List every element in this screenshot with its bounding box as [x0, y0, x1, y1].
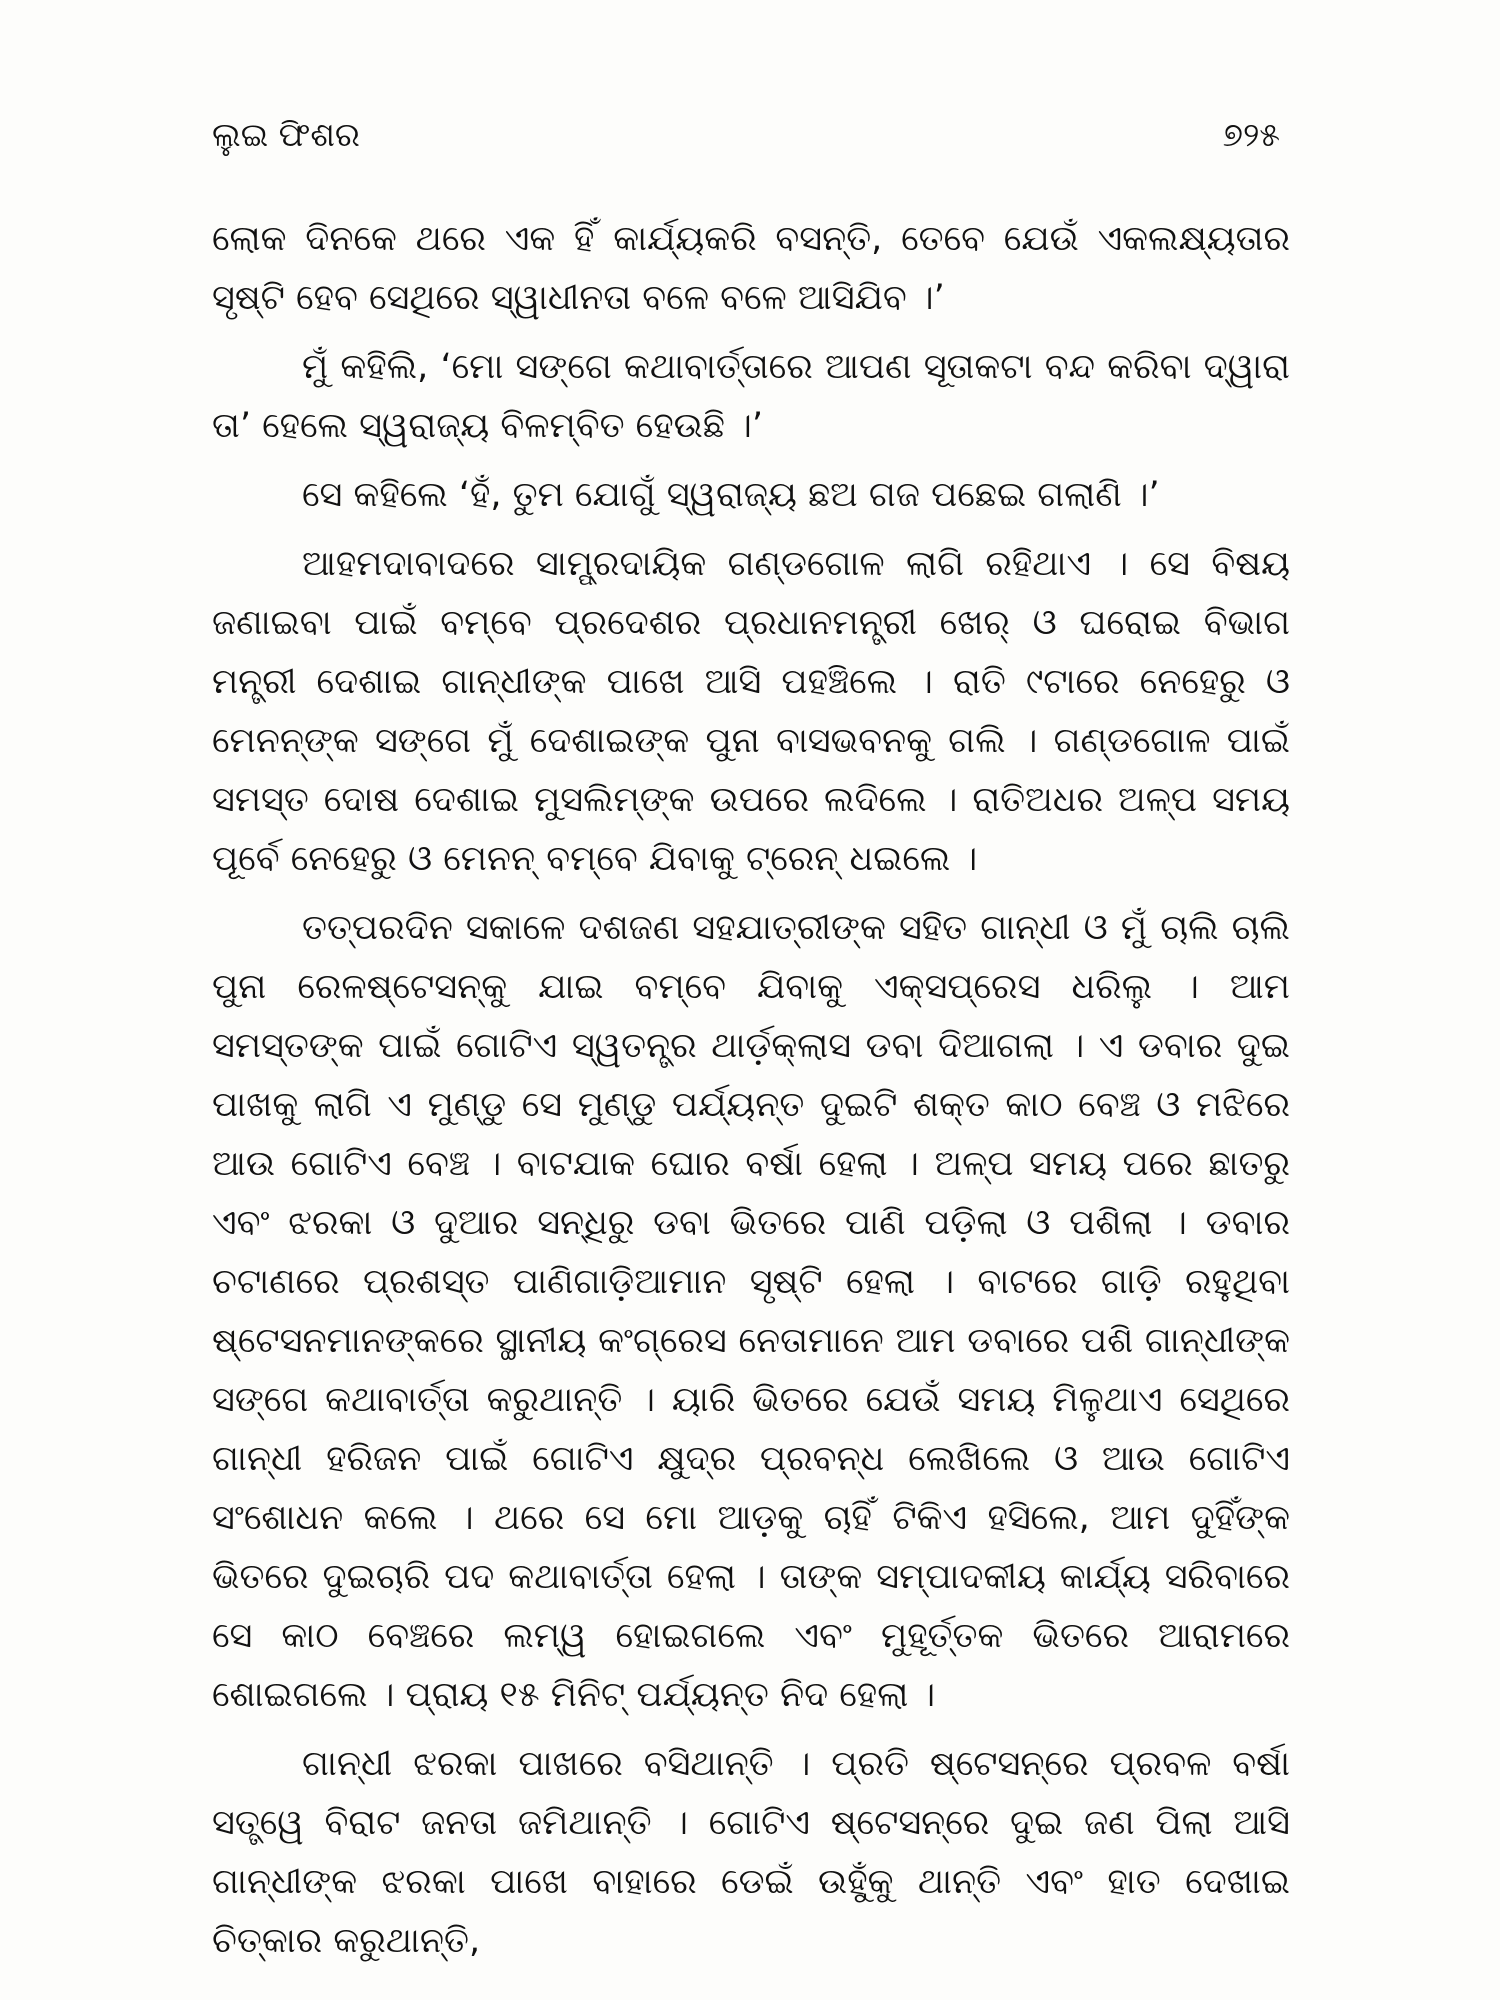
- paragraph: ସେ କହିଲେ ‘ହଁ, ତୁମ ଯୋଗୁଁ ସ୍ୱରାଜ୍ୟ ଛଅ ଗଜ ପଛେଇ ଗଲାଣି ।’: [302, 475, 1160, 515]
- paragraph: ଗାନ୍ଧୀ ଝରକା ପାଖରେ ବସିଥାନ୍ତି । ପ୍ରତି ଷ୍ଟେସନ୍‌ରେ ପ୍ରବଳ ବର୍ଷା ସତ୍ତ୍ୱେ ବିରାଟ ଜନତା ଜମିଥାନ୍ତି । ଗୋଟିଏ ଷ୍ଟେସନ୍‌ରେ ଦୁଇ ଜଣ ପିଲା ଆସି ଗାନ୍ଧୀଙ୍କ ଝରକା ପାଖେ ବାହାରେ ଡେଇଁ ଉହୁଁକୁ ଥାନ୍ତି ଏବଂ ହାତ ଦେଖାଇ ଚିତ୍କାର କରୁଥାନ୍ତି,: [212, 1744, 1290, 1961]
- page-number: ୭୨୫: [1222, 115, 1280, 154]
- paragraph: ମୁଁ କହିଲି, ‘ମୋ ସଙ୍ଗେ କଥାବାର୍ତ୍ତାରେ ଆପଣ ସୂତାକଟା ବନ୍ଦ କରିବା ଦ୍ୱାରା ତା’ ହେଲେ ସ୍ୱରାଜ୍ୟ ବିଳମ୍ବିତ ହେଉଛି ।’: [212, 347, 1290, 446]
- paragraph: ଲୋକ ଦିନକେ ଥରେ ଏକ ହିଁ କାର୍ଯ୍ୟକରି ବସନ୍ତି, ତେବେ ଯେଉଁ ଏକଲକ୍ଷ୍ୟତାର ସୃଷ୍ଟି ହେବ ସେଥିରେ ସ୍ୱାଧୀନତା ବଳେ ବଳେ ଆସିଯିବ ।’: [212, 219, 1290, 318]
- paragraph: ଆହମଦାବାଦରେ ସାମ୍ପ୍ରଦାୟିକ ଗଣ୍ଡଗୋଳ ଲାଗି ରହିଥାଏ । ସେ ବିଷୟ ଜଣାଇବା ପାଇଁ ବମ୍ବେ ପ୍ରଦେଶର ପ୍ରଧାନମନ୍ତ୍ରୀ ଖେର୍ ଓ ଘରୋଇ ବିଭାଗ ମନ୍ତ୍ରୀ ଦେଶାଇ ଗାନ୍ଧୀଙ୍କ ପାଖେ ଆସି ପହଞ୍ଚିଲେ । ରାତି ୯ଟାରେ ନେହେରୁ ଓ ମେନନ୍‌ଙ୍କ ସଙ୍ଗେ ମୁଁ ଦେଶାଇଙ୍କ ପୁନା ବାସଭବନକୁ ଗଲି । ଗଣ୍ଡଗୋଳ ପାଇଁ ସମସ୍ତ ଦୋଷ ଦେଶାଇ ମୁସଲିମ୍‌ଙ୍କ ଉପରେ ଲଦିଲେ । ରାତିଅଧର ଅଳ୍ପ ସମୟ ପୂର୍ବେ ନେହେରୁ ଓ ମେନନ୍ ବମ୍ବେ ଯିବାକୁ ଟ୍ରେନ୍ ଧଇଲେ ।: [212, 544, 1290, 879]
- running-header: [212, 110, 1280, 160]
- running-title: ଲୁଇ ଫିଶର: [212, 115, 360, 154]
- body-text: [212, 210, 1290, 1981]
- paragraph: ତତ୍ପରଦିନ ସକାଳେ ଦଶଜଣ ସହଯାତ୍ରୀଙ୍କ ସହିତ ଗାନ୍ଧୀ ଓ ମୁଁ ଚାଲି ଚାଲି ପୁନା ରେଳଷ୍ଟେସନ୍‌କୁ ଯାଇ ବମ୍ବେ ଯିବାକୁ ଏକ୍ସପ୍ରେସ ଧରିଲୁ । ଆମ ସମସ୍ତଙ୍କ ପାଇଁ ଗୋଟିଏ ସ୍ୱତନ୍ତ୍ର ଥାର୍ଡ଼କ୍ଲାସ ଡବା ଦିଆଗଲା । ଏ ଡବାର ଦୁଇ ପାଖକୁ ଲାଗି ଏ ମୁଣ୍ଡୁ ସେ ମୁଣ୍ଡୁ ପର୍ଯ୍ୟନ୍ତ ଦୁଇଟି ଶକ୍ତ କାଠ ବେଞ୍ଚ ଓ ମଝିରେ ଆଉ ଗୋଟିଏ ବେଞ୍ଚ । ବାଟଯାକ ଘୋର ବର୍ଷା ହେଲା । ଅଳ୍ପ ସମୟ ପରେ ଛାତରୁ ଏବଂ ଝରକା ଓ ଦୁଆର ସନ୍ଧିରୁ ଡବା ଭିତରେ ପାଣି ପଡ଼ିଲା ଓ ପଶିଲା । ଡବାର ଚଟାଣରେ ପ୍ରଶସ୍ତ ପାଣିଗାଡ଼ିଆମାନ ସୃଷ୍ଟି ହେଲା । ବାଟରେ ଗାଡ଼ି ରହୁଥିବା ଷ୍ଟେସନମାନଙ୍କରେ ସ୍ଥାନୀୟ କଂଗ୍ରେସ ନେତାମାନେ ଆମ ଡବାରେ ପଶି ଗାନ୍ଧୀଙ୍କ ସଙ୍ଗେ କଥାବାର୍ତ୍ତା କରୁଥାନ୍ତି । ୟାରି ଭିତରେ ଯେଉଁ ସମୟ ମିଳୁଥାଏ ସେଥିରେ ଗାନ୍ଧୀ ହରିଜନ ପାଇଁ ଗୋଟିଏ କ୍ଷୁଦ୍ର ପ୍ରବନ୍ଧ ଲେଖିଲେ ଓ ଆଉ ଗୋଟିଏ ସଂଶୋଧନ କଲେ । ଥରେ ସେ ମୋ ଆଡ଼କୁ ଚାହିଁ ଟିକିଏ ହସିଲେ, ଆମ ଦୁହିଁଙ୍କ ଭିତରେ ଦୁଇଚାରି ପଦ କଥାବାର୍ତ୍ତା ହେଲା । ତାଙ୍କ ସମ୍ପାଦକୀୟ କାର୍ଯ୍ୟ ସରିବାରେ ସେ କାଠ ବେଞ୍ଚରେ ଲମ୍ୱ ହୋଇଗଲେ ଏବଂ ମୁହୂର୍ତ୍ତକ ଭିତରେ ଆରାମରେ ଶୋଇଗଲେ । ପ୍ରାୟ ୧୫ ମିନିଟ୍ ପର୍ଯ୍ୟନ୍ତ ନିଦ ହେଲା ।: [212, 908, 1290, 1715]
